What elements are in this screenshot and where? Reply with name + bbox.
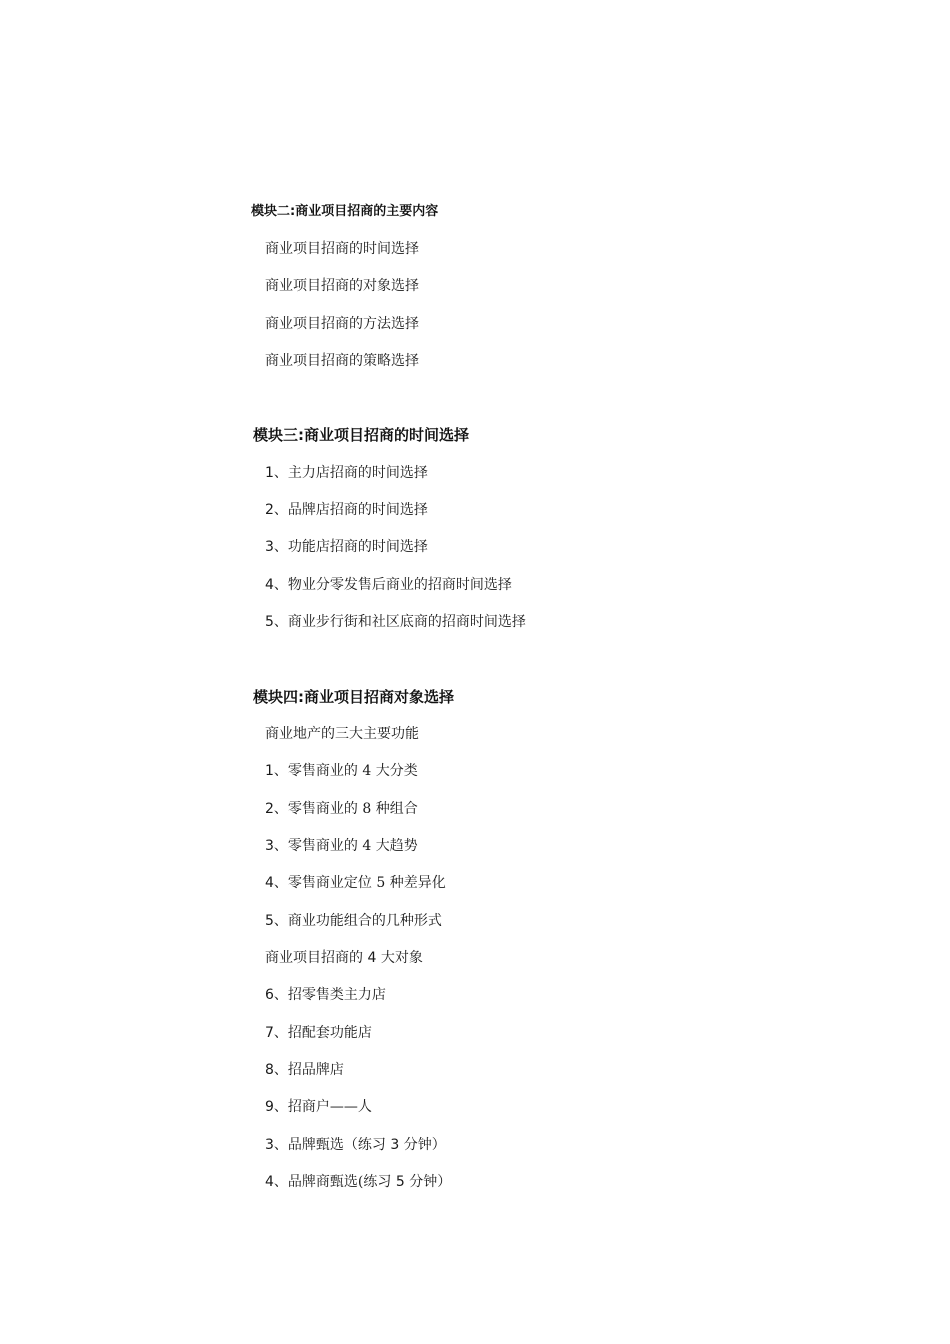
item-text: 、招品牌店 <box>273 1062 344 1078</box>
module4-item-a4 <box>265 874 446 892</box>
module4-item-a1 <box>265 762 418 780</box>
item-number: 4 <box>265 1174 274 1190</box>
module2-item-1: 商业项目招商的时间选择 <box>265 241 419 257</box>
module4-item-a3 <box>265 837 418 855</box>
module2-title: 模块二:商业项目招商的主要内容 <box>251 204 439 219</box>
subheading-text-post: 大对象 <box>376 950 423 966</box>
item-number: 5 <box>265 614 274 630</box>
module4-item-b3 <box>265 1061 344 1079</box>
module4-item-b4 <box>265 1098 372 1116</box>
module3-title: 模块三:商业项目招商的时间选择 <box>253 426 470 444</box>
module4-title: 模块四:商业项目招商对象选择 <box>253 688 454 706</box>
item-number: 7 <box>265 1025 274 1041</box>
module3-item-1 <box>265 464 428 482</box>
subheading-number: 4 <box>367 950 377 966</box>
item-text: 、物业分零发售后商业的招商时间选择 <box>273 577 512 593</box>
module2-item-4: 商业项目招商的策略选择 <box>265 353 419 369</box>
module4-item-b2 <box>265 1024 372 1042</box>
item-text: 、零售商业定位 5 种差异化 <box>273 875 446 891</box>
module2-item-3: 商业项目招商的方法选择 <box>265 316 419 332</box>
item-number: 2 <box>265 801 274 817</box>
item-text: 、品牌店招商的时间选择 <box>273 502 428 518</box>
module4-item-c2 <box>265 1173 451 1191</box>
module3-item-2 <box>265 501 428 519</box>
item-number: 3 <box>265 539 274 555</box>
item-number: 1 <box>265 465 274 481</box>
item-text: 、功能店招商的时间选择 <box>273 539 428 555</box>
module4-item-c1 <box>265 1136 446 1154</box>
module3-item-5 <box>265 613 526 631</box>
item-text: 、零售商业的 4 大分类 <box>273 763 418 779</box>
item-text: 、零售商业的 8 种组合 <box>273 801 418 817</box>
item-text-pre: 、品牌商甄选(练习 <box>273 1174 396 1190</box>
item-minutes: 5 <box>395 1174 405 1190</box>
item-text: 、零售商业的 4 大趋势 <box>273 838 418 854</box>
module4-subheading-targets <box>265 949 423 967</box>
module4-item-b1 <box>265 986 386 1004</box>
item-number: 1 <box>265 763 274 779</box>
item-text-post: 分钟） <box>399 1137 446 1153</box>
item-text-post: 分钟） <box>404 1174 452 1190</box>
item-number: 9 <box>265 1099 274 1115</box>
item-minutes: 3 <box>390 1137 400 1153</box>
item-number: 4 <box>265 577 274 593</box>
module4-subheading-functions: 商业地产的三大主要功能 <box>265 726 419 742</box>
module4-item-a5 <box>265 912 442 930</box>
item-number: 4 <box>265 875 274 891</box>
item-text: 、招配套功能店 <box>273 1025 372 1041</box>
item-number: 5 <box>265 913 274 929</box>
item-number: 3 <box>265 1137 274 1153</box>
module3-item-4 <box>265 576 512 594</box>
module2-item-2: 商业项目招商的对象选择 <box>265 278 419 294</box>
item-text-pre: 、品牌甄选（练习 <box>273 1137 391 1153</box>
item-number: 6 <box>265 987 274 1003</box>
item-text: 、主力店招商的时间选择 <box>273 465 428 481</box>
item-number: 8 <box>265 1062 274 1078</box>
item-text: 、商业功能组合的几种形式 <box>273 913 442 929</box>
module3-item-3 <box>265 538 428 556</box>
item-number: 2 <box>265 502 274 518</box>
item-text: 、招零售类主力店 <box>273 987 386 1003</box>
subheading-text-pre: 商业项目招商的 <box>265 950 368 966</box>
item-text: 、招商户——人 <box>273 1099 372 1115</box>
module4-item-a2 <box>265 800 418 818</box>
item-number: 3 <box>265 838 274 854</box>
item-text: 、商业步行街和社区底商的招商时间选择 <box>273 614 526 630</box>
